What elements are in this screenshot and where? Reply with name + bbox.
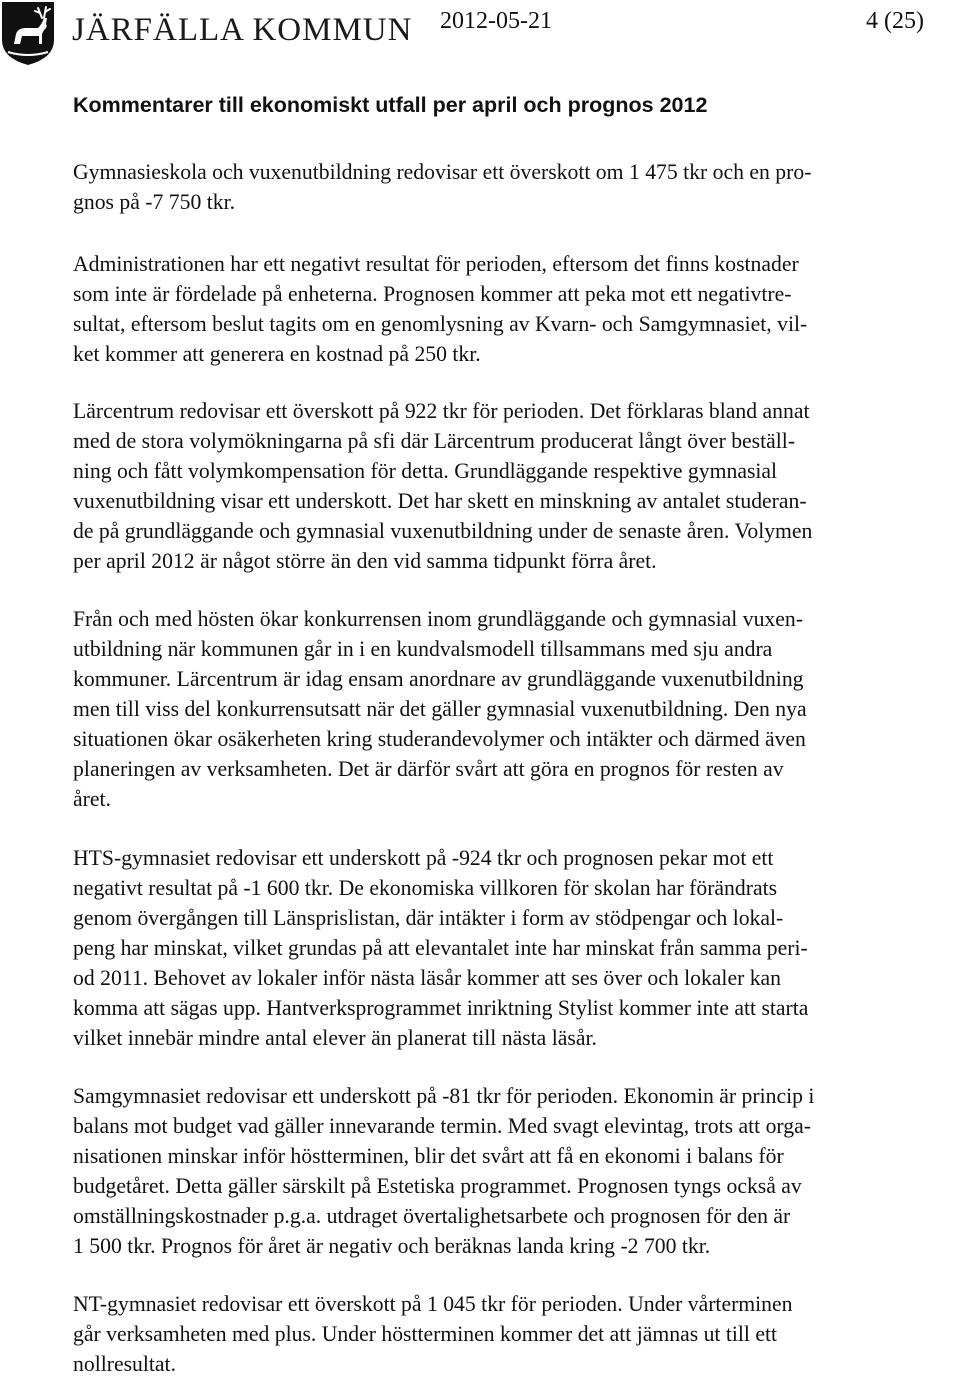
text-line: men till viss del konkurrensutsatt när det gäller gymnasial vuxenutbildning. Den nya (73, 697, 807, 721)
paragraph-competition (73, 604, 807, 814)
text-line: planeringen av verksamheten. Det är därför svårt att göra en prognos för resten av (73, 757, 784, 781)
text-line: HTS-gymnasiet redovisar ett underskott på -924 tkr och prognosen pekar mot ett (73, 846, 774, 870)
text-line: nisationen minskar inför höstterminen, blir det svårt att få en ekonomi i balans för (73, 1144, 784, 1168)
text-line: Gymnasieskola och vuxenutbildning redovisar ett överskott om 1 475 tkr och en pro- (73, 160, 812, 184)
paragraph-nt-gymnasiet (73, 1289, 793, 1379)
text-line: Administrationen har ett negativt resultat för perioden, eftersom det finns kostnader (73, 252, 799, 276)
text-line: nollresultat. (73, 1352, 176, 1376)
text-line: går verksamheten med plus. Under höstterminen kommer det att jämnas ut till ett (73, 1322, 778, 1346)
paragraph-samgymnasiet (73, 1081, 814, 1261)
text-line: 1 500 tkr. Prognos för året är negativ och beräknas landa kring -2 700 tkr. (73, 1234, 711, 1258)
page-header (0, 0, 960, 70)
text-line: omställningskostnader p.g.a. utdraget övertalighetsarbete och prognosen för den är (73, 1204, 791, 1228)
text-line: Lärcentrum redovisar ett överskott på 922 tkr för perioden. Det förklaras bland annat (73, 399, 810, 423)
text-line: negativt resultat på -1 600 tkr. De ekonomiska villkoren för skolan har förändrats (73, 876, 778, 900)
text-line: balans mot budget vad gäller innevarande termin. Med svagt elevintag, trots att orga- (73, 1114, 811, 1138)
text-line: ning och fått volymkompensation för detta. Grundläggande respektive gymnasial (73, 459, 778, 483)
text-line: Samgymnasiet redovisar ett underskott på -81 tkr för perioden. Ekonomin är princip i (73, 1084, 815, 1108)
paragraph-larcentrum (73, 396, 812, 576)
organization-wordmark: JÄRFÄLLA KOMMUN (72, 12, 413, 48)
text-line: NT-gymnasiet redovisar ett överskott på 1 045 tkr för perioden. Under vårterminen (73, 1292, 793, 1316)
text-line: ket kommer att generera en kostnad på 250 tkr. (73, 342, 481, 366)
paragraph-administration (73, 249, 807, 369)
text-line: Från och med hösten ökar konkurrensen inom grundläggande och gymnasial vuxen- (73, 607, 803, 631)
text-line: gnos på -7 750 tkr. (73, 190, 236, 214)
text-line: de på grundläggande och gymnasial vuxenutbildning under de senaste åren. Volymen (73, 519, 813, 543)
text-line: od 2011. Behovet av lokaler inför nästa läsår kommer att ses över och lokaler kan (73, 966, 782, 990)
text-line: situationen ökar osäkerheten kring studerandevolymer och intäkter och därmed även (73, 727, 806, 751)
text-line: vilket innebär mindre antal elever än planerat till nästa läsår. (73, 1026, 597, 1050)
document-heading: Kommentarer till ekonomiskt utfall per april och prognos 2012 (73, 93, 708, 117)
page-indicator: 4 (25) (866, 8, 924, 34)
text-line: budgetåret. Detta gäller särskilt på Estetiska programmet. Prognosen tyngs också av (73, 1174, 802, 1198)
paragraph-hts-gymnasiet (73, 843, 808, 1053)
text-line: sultat, eftersom beslut tagits om en genomlysning av Kvarn- och Samgymnasiet, vil- (73, 312, 808, 336)
text-line: som inte är fördelade på enheterna. Prognosen kommer att peka mot ett negativtre- (73, 282, 792, 306)
text-line: vuxenutbildning visar ett underskott. Det har skett en minskning av antalet studeran- (73, 489, 807, 513)
document-date: 2012-05-21 (440, 8, 552, 34)
paragraph-summary (73, 157, 811, 217)
text-line: utbildning när kommunen går in i en kundvalsmodell tillsammans med sju andra (73, 637, 773, 661)
text-line: peng har minskat, vilket grundas på att elevantalet inte har minskat från samma peri- (73, 936, 808, 960)
text-line: kommuner. Lärcentrum är idag ensam anordnare av grundläggande vuxenutbildning (73, 667, 804, 691)
text-line: genom övergången till Länsprislistan, där intäkter i form av stödpengar och lokal- (73, 906, 784, 930)
text-line: med de stora volymökningarna på sfi där Lärcentrum producerat långt över beställ- (73, 429, 796, 453)
text-line: komma att sägas upp. Hantverksprogrammet inriktning Stylist kommer inte att starta (73, 996, 809, 1020)
coat-of-arms-icon (0, 0, 56, 66)
text-line: per april 2012 är något större än den vid samma tidpunkt förra året. (73, 549, 657, 573)
text-line: året. (73, 787, 111, 811)
